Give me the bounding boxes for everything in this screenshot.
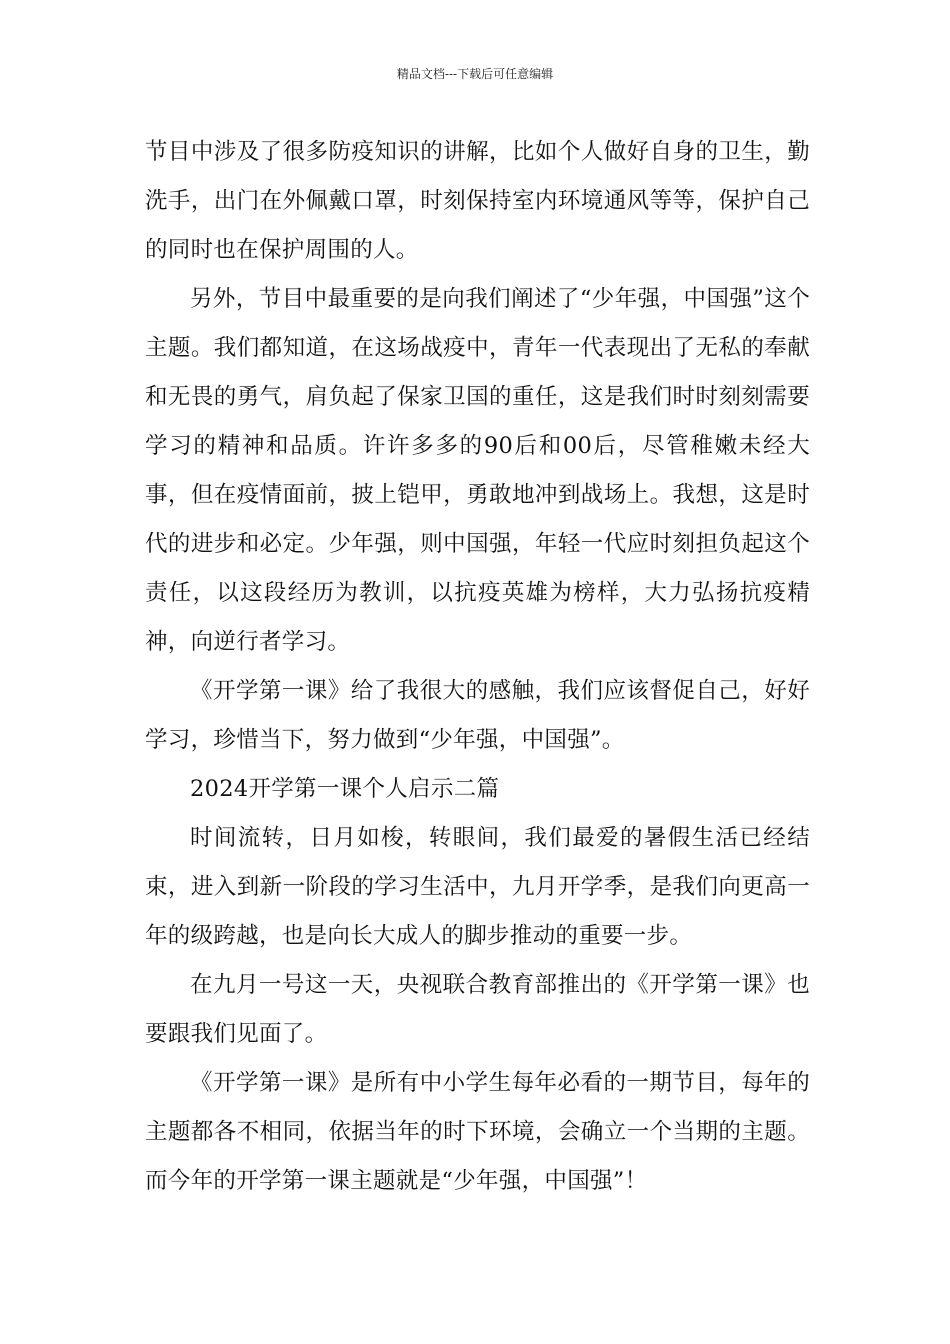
paragraph: 《开学第一课》是所有中小学生每年必看的一期节目，每年的主题都各不相同，依据当年的时下环境，会确立一个当期的主题。而今年的开学第一课主题就是“少年强，中国强”！ bbox=[145, 1070, 810, 1194]
paragraph: 《开学第一课》给了我很大的感触，我们应该督促自己，好好学习，珍惜当下，努力做到“少年强，中国强”。 bbox=[145, 678, 810, 753]
section-heading: 2024开学第一课个人启示二篇 bbox=[190, 776, 500, 802]
page-header: 精品文档---下载后可任意编辑 bbox=[396, 67, 554, 81]
paragraph: 节目中涉及了很多防疫知识的讲解，比如个人做好自身的卫生，勤洗手，出门在外佩戴口罩，时刻保持室内环境通风等等，保护自己的同时也在保护周围的人。 bbox=[145, 139, 810, 263]
paragraph: 时间流转，日月如梭，转眼间，我们最爱的暑假生活已经结束，进入到新一阶段的学习生活中，九月开学季，是我们向更高一年的级跨越，也是向长大成人的脚步推动的重要一步。 bbox=[145, 825, 810, 949]
paragraph: 在九月一号这一天，央视联合教育部推出的《开学第一课》也要跟我们见面了。 bbox=[145, 972, 810, 1047]
paragraph: 另外，节目中最重要的是向我们阐述了“少年强，中国强”这个主题。我们都知道，在这场战疫中，青年一代表现出了无私的奉献和无畏的勇气，肩负起了保家卫国的重任，这是我们时时刻刻需要学习的精神和品质。许许多多的90后和00后，尽管稚嫩未经大事，但在疫情面前，披上铠甲，勇敢地冲到战场上。我想，这是时代的进步和必定。少年强，则中国强，年轻一代应时刻担负起这个责任，以这段经历为教训，以抗疫英雄为榜样，大力弘扬抗疫精神，向逆行者学习。 bbox=[145, 286, 810, 655]
document-body bbox=[145, 128, 810, 1206]
